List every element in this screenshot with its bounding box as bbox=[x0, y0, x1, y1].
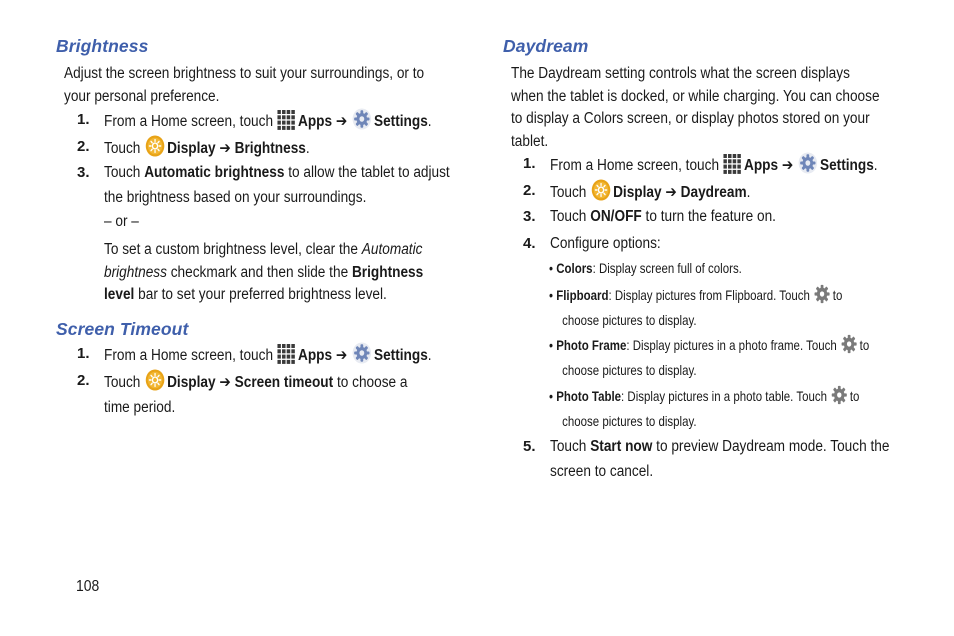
or-separator: – or – bbox=[104, 213, 139, 230]
brightness-step-3: 3. Touch Automatic brightness to allow the tablet to adjust the brightness based on your surroundings. bbox=[77, 164, 450, 206]
daydream-step-2: 2. Touch Display ➔ Daydream. bbox=[523, 179, 913, 205]
timeout-step-2: 2. Touch Display ➔ Screen timeout to choose a time period. bbox=[77, 369, 467, 419]
arrow-icon: ➔ bbox=[335, 113, 348, 130]
daydream-step-1: 1. From a Home screen, touch Apps ➔ Settings. bbox=[523, 152, 913, 178]
arrow-icon: ➔ bbox=[781, 157, 794, 174]
screen-timeout-heading: Screen Timeout bbox=[56, 319, 189, 339]
display-icon bbox=[145, 369, 164, 391]
brightness-intro: Adjust the screen brightness to suit your surroundings, or to your personal preference. bbox=[64, 65, 425, 105]
settings-icon bbox=[352, 108, 371, 130]
option-photo-table: • Photo Table: Display pictures in a photo table. Touch to choose pictures to display. bbox=[549, 384, 859, 433]
arrow-icon: ➔ bbox=[335, 347, 348, 364]
brightness-heading: Brightness bbox=[56, 36, 149, 56]
daydream-intro: The Daydream setting controls what the screen displays when the tablet is docked, or while charging. You can choose to display a Colors screen, or display photos stored on your tablet. bbox=[511, 65, 880, 150]
custom-brightness-paragraph: To set a custom brightness level, clear the Automatic brightness checkmark and then slide the Brightness level bar to set your preferred brightness level. bbox=[104, 241, 424, 303]
option-flipboard: • Flipboard: Display pictures from Flipboard. Touch to choose pictures to display. bbox=[549, 283, 842, 332]
option-photo-frame: • Photo Frame: Display pictures in a photo frame. Touch to choose pictures to display. bbox=[549, 333, 869, 382]
gear-icon bbox=[831, 385, 847, 405]
apps-icon bbox=[724, 154, 742, 174]
display-icon bbox=[145, 135, 164, 157]
daydream-step-3: 3. Touch ON/OFF to turn the feature on. bbox=[523, 208, 776, 225]
page-number: 108 bbox=[76, 578, 100, 595]
display-icon bbox=[591, 179, 610, 201]
arrow-icon: ➔ bbox=[219, 374, 231, 391]
gear-icon bbox=[814, 284, 830, 304]
gear-icon bbox=[841, 334, 857, 354]
settings-icon bbox=[352, 342, 371, 364]
daydream-heading: Daydream bbox=[503, 36, 589, 56]
option-colors: • Colors: Display screen full of colors. bbox=[549, 260, 742, 276]
brightness-step-2: 2. Touch Display ➔ Brightness. bbox=[77, 135, 467, 161]
brightness-step-1: 1. From a Home screen, touch Apps ➔ Settings. bbox=[77, 108, 467, 134]
daydream-step-5: 5. Touch Start now to preview Daydream mode. Touch the screen to cancel. bbox=[523, 438, 890, 480]
daydream-step-4: 4. Configure options: bbox=[523, 235, 661, 252]
apps-icon bbox=[278, 344, 296, 364]
settings-icon bbox=[798, 152, 817, 174]
timeout-step-1: 1. From a Home screen, touch Apps ➔ Settings. bbox=[77, 342, 467, 368]
apps-icon bbox=[278, 110, 296, 130]
arrow-icon: ➔ bbox=[665, 184, 677, 201]
arrow-icon: ➔ bbox=[219, 140, 231, 157]
